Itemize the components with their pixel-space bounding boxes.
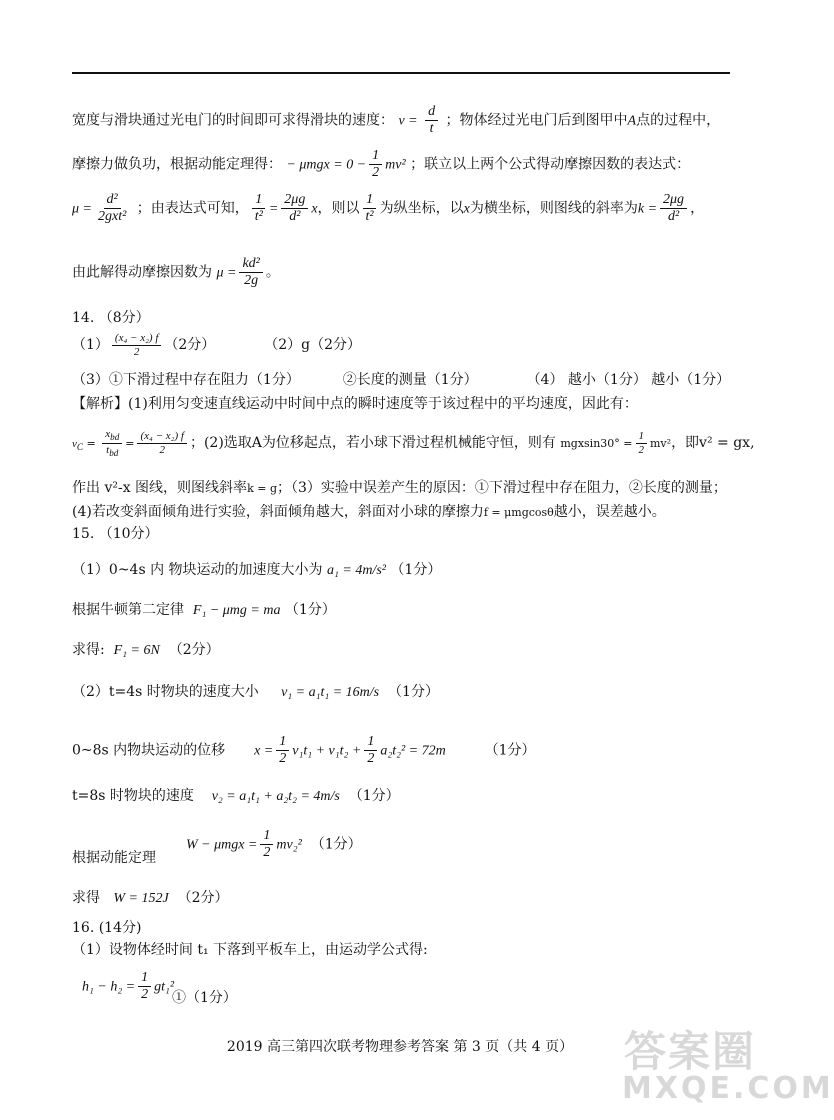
text: ；联立以上两个公式得动摩擦因数的表达式： [410, 156, 691, 173]
equation: v = [398, 113, 418, 129]
fraction-kd2-over-2g: $\frac{\text{kd²}}{2g}$ [239, 256, 262, 289]
q14-analysis-4: (4)若改变斜面倾角进行实验，斜面倾角越大，斜面对小球的摩擦力f = μmgcosθ越小，误差越小。 [72, 504, 666, 520]
text: 宽度与滑块通过光电门的时间即可求得滑块的速度： [72, 112, 394, 129]
text: 为纵坐标，以 [379, 200, 464, 217]
text: ；物体经过光电门后到图甲中 [445, 112, 628, 129]
equation: − μmgx = 0 − [286, 157, 367, 173]
q16-line-3: ①（1分） [172, 990, 237, 1006]
text: 点的过程中， [636, 112, 721, 129]
text: 为横坐标，则图线的斜率为 [469, 200, 638, 217]
fraction-xbd-over-tbd: $\frac{x_{bd}}{t_{bd}}$ [102, 428, 122, 458]
fraction-mu: $\frac{\text{d²}}{\text{2gxt²}}$ [97, 192, 127, 225]
equation: mv² [385, 157, 406, 173]
text: 摩擦力做负功，根据动能定理得： [72, 156, 282, 173]
fraction-d-over-t: $\frac{d}{t}$ [425, 104, 438, 137]
q14-analysis-3: 作出 v²-x 图线，则图线斜率k = g；（3）实验中误差产生的原因：①下滑过程中存在阻力，②长度的测量； [72, 480, 727, 496]
q15-heading: 15. （10分） [72, 526, 159, 542]
fraction-1-over-t2: $\frac{1}{\text{t²}}$ [363, 192, 377, 225]
q15-line-7-eq: W − μmgx = $\frac{1}{2}$ mv₂² （1分） [186, 828, 362, 861]
fraction-half: $\frac{1}{2}$ [364, 734, 377, 767]
text-line-2 [72, 148, 690, 181]
fraction-half: $\frac{1}{2}$ [276, 734, 289, 767]
text-line-3: μ = $\frac{\text{d²}}{\text{2gxt²}}$ ；由表达式可知， $\frac{1}{\text{t²}}$ = $\frac{2\mu g}{\text{d²}}$ x，则以 $\frac{1}{\text{t²}}$ 为纵坐标，以x为横坐标，则图线的斜率为k = $\frac{2\mu g}{\text{d²}}$ ， [72, 192, 705, 225]
q15-line-4: （2）t=4s 时物块的速度大小 v₁ = a₁t₁ = 16m/s （1分） [72, 684, 439, 700]
q15-line-5: 0~8s 内物块运动的位移 x = $\frac{1}{2}$ v₁t₁ + v₁t₂ + $\frac{1}{2}$ a₂t₂² = 72m （1分） [72, 734, 536, 767]
fraction-1-over-t2: $\frac{1}{\text{t²}}$ [252, 192, 266, 225]
fraction-answer-1: $\frac{\text{(x₄ − x₂) f}}{2}$ [112, 332, 161, 358]
text: 由此解得动摩擦因数为 [72, 264, 212, 281]
text-line-1 [72, 104, 720, 137]
header-rule [72, 72, 730, 74]
fraction-2mug-over-d2: $\frac{2\mu g}{\text{d²}}$ [281, 192, 308, 225]
q15-line-1: （1）0~4s 内 物块运动的加速度大小为 a₁ = 4m/s² （1分） [72, 562, 442, 578]
text: ；由表达式可知， [136, 200, 249, 217]
q16-line-2: h₁ − h₂ = $\frac{1}{2}$ gt₁² [82, 970, 175, 1003]
q15-line-8: 求得 W = 152J （2分） [72, 890, 229, 906]
fraction-slope: $\frac{2\mu g}{\text{d²}}$ [660, 192, 687, 225]
q15-line-3: 求得: F₁ = 6N （2分） [72, 642, 220, 658]
text-line-4: 由此解得动摩擦因数为 μ = $\frac{\text{kd²}}{2g}$ 。 [72, 256, 280, 289]
q14-answer-3-4: （3）①下滑过程中存在阻力（1分） ②长度的测量（1分） （4） 越小（1分） 越小（1分） [72, 372, 731, 388]
fraction-half: $\frac{1}{2}$ [636, 430, 648, 456]
point-label: A [627, 113, 637, 129]
q15-line-2: 根据牛顿第二定律 F₁ − μmg = ma （1分） [72, 602, 336, 618]
fraction-half: $\frac{1}{2}$ [138, 970, 151, 1003]
fraction-half: $\frac{1}{2}$ [369, 148, 382, 181]
watermark-logo: 答案圈 MXQE.COM [622, 1027, 834, 1106]
q16-heading: 16. (14分) [72, 920, 142, 936]
fraction-half: $\frac{1}{2}$ [260, 828, 273, 861]
fraction-analysis: $\frac{\text{(x₄ − x₂) f}}{2}$ [137, 430, 186, 456]
q14-heading: 14. （8分） [72, 310, 150, 326]
text: ，则以 [317, 200, 360, 217]
q15-line-7-label: 根据动能定理 [72, 850, 156, 866]
equation: μ = [216, 265, 237, 281]
equation: μ = [72, 201, 92, 217]
q14-answer-1-2: （1） $\frac{\text{(x₄ − x₂) f}}{2}$ （2分） （2）g（2分） [72, 332, 361, 358]
q16-line-1: （1）设物体经时间 t₁ 下落到平板车上，由运动学公式得: [72, 942, 428, 958]
q14-analysis-1: 【解析】(1)利用匀变速直线运动中时间中点的瞬时速度等于该过程中的平均速度，因此有： [72, 396, 638, 412]
q15-line-6: t=8s 时物块的速度 v₂ = a₁t₁ + a₂t₂ = 4m/s （1分） [72, 788, 400, 804]
page-footer: 2019 高三第四次联考物理参考答案 第 3 页（共 4 页） [226, 1039, 574, 1055]
q14-analysis-2: $v_C$ = $\frac{x_{bd}}{t_{bd}}$ = $\frac{\text{(x₄ − x₂) f}}{2}$ ；(2)选取A为位移起点，若小球下滑过程机械能守恒，则有 mgxsin30° = $\frac{1}{2}$ mv²，即v² = gx, [72, 428, 755, 458]
